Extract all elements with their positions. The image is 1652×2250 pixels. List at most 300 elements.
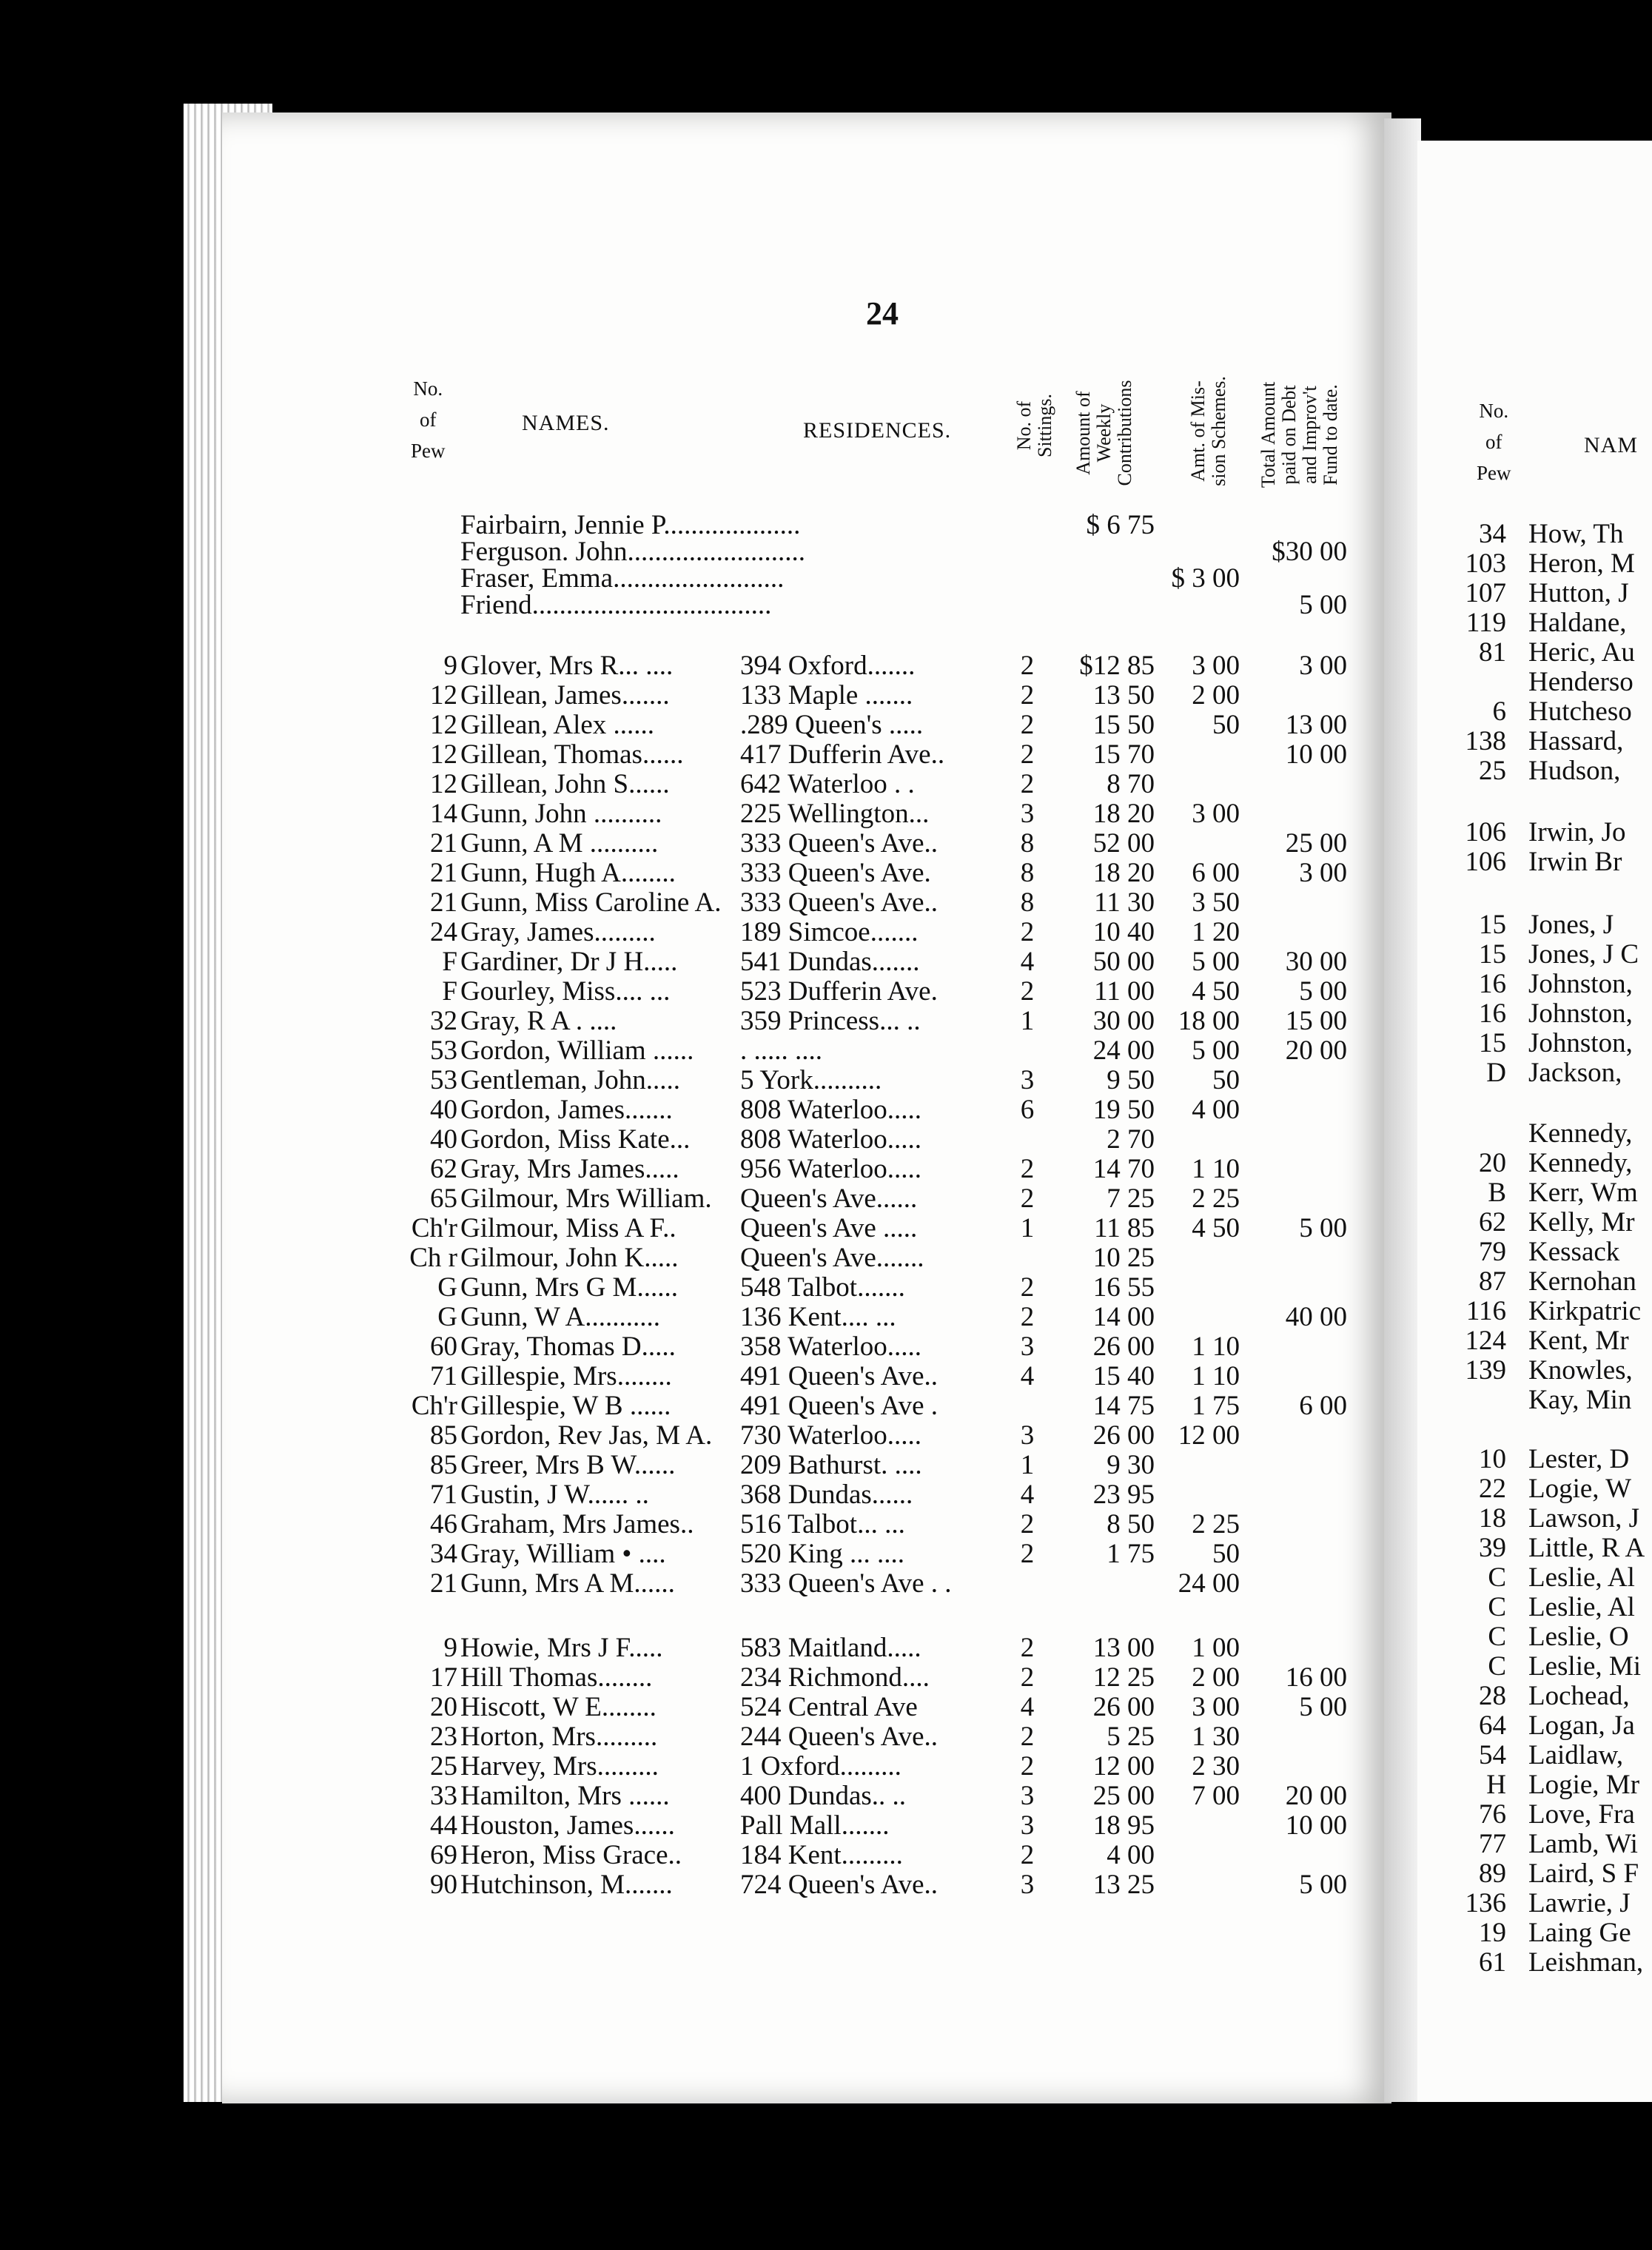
np-member-name: Irwin Br [1528,847,1622,877]
pew-number: 62 [430,1154,457,1184]
np-member-name: Love, Fra [1528,1799,1635,1830]
pew-number: 21 [430,858,457,888]
np-member-name: Johnston, [1528,1028,1633,1058]
member-name: Gray, R A . .... [460,1006,617,1036]
mission-amount: 1 10 [1192,1154,1240,1184]
member-name: Gray, James......... [460,917,656,947]
sittings: 4 [1020,1692,1035,1722]
pew-number: F [442,947,457,977]
mission-amount: 3 00 [1192,1692,1240,1722]
header-total-line: paid on Debt [1278,385,1300,485]
residence: 209 Bathurst. .... [740,1450,922,1480]
mission-amount: 2 25 [1192,1183,1240,1214]
header-pew-line: of [420,408,437,431]
total-amount: 40 00 [1285,1302,1347,1332]
mission-amount: 1 00 [1192,1633,1240,1663]
member-name: Harvey, Mrs......... [460,1751,659,1781]
mission-amount: 3 50 [1192,887,1240,918]
pew-number: 23 [430,1722,457,1752]
residence: 724 Queen's Ave.. [740,1870,938,1900]
np-member-name: Kessack [1528,1237,1620,1267]
sittings: 2 [1020,1539,1035,1569]
member-name: Gordon, Rev Jas, M A. [460,1420,713,1451]
residence: 5 York.......... [740,1065,882,1095]
mission-amount: 2 25 [1192,1509,1240,1539]
np-pew-number: 15 [1479,939,1506,970]
sittings: 3 [1020,799,1035,829]
residence: 333 Queen's Ave.. [740,828,938,859]
member-name: Gustin, J W...... .. [460,1480,649,1510]
member-name: Hutchinson, M....... [460,1870,673,1900]
mission-amount: 5 00 [1192,947,1240,977]
mission-amount: 1 75 [1192,1391,1240,1421]
np-member-name: Heron, M [1528,548,1635,579]
np-member-name: Laird, S F [1528,1858,1639,1889]
np-pew-number: 116 [1465,1296,1506,1326]
header-residences: RESIDENCES. [803,418,952,443]
weekly-amount: 5 25 [1107,1722,1155,1752]
residence: 491 Queen's Ave . [740,1391,938,1421]
total-amount: 13 00 [1285,710,1347,740]
pew-number: 12 [430,739,457,770]
weekly-amount: 12 00 [1092,1751,1155,1781]
pew-number: 69 [430,1840,457,1870]
pew-number: 40 [430,1124,457,1155]
np-header-line: Pew [1477,461,1511,484]
pew-number: 33 [430,1781,457,1811]
mission-amount: 4 50 [1192,976,1240,1007]
np-member-name: Knowles, [1528,1355,1633,1386]
member-name: Gillean, John S...... [460,769,670,799]
pew-number: 17 [430,1662,457,1693]
mission-amount: 50 [1212,710,1240,740]
weekly-amount: 14 75 [1092,1391,1155,1421]
header-sittings-line: No. of [1013,400,1035,451]
np-header-pew [1477,396,1511,489]
np-member-name: Kennedy, [1528,1148,1633,1178]
np-pew-number: 136 [1465,1888,1506,1918]
header-weekly-line: Amount of [1072,391,1094,475]
np-pew-number: H [1486,1770,1506,1800]
member-name: Fraser, Emma......................... [460,563,785,594]
mission-amount: 4 50 [1192,1213,1240,1243]
total-amount: 3 00 [1299,858,1347,888]
header-sittings [1014,359,1055,492]
header-weekly [1073,359,1135,507]
sittings: 3 [1020,1810,1035,1841]
sittings: 2 [1020,651,1035,681]
weekly-amount: 15 50 [1092,710,1155,740]
total-amount: 20 00 [1285,1781,1347,1811]
member-name: Gray, William • .... [460,1539,666,1569]
sittings: 1 [1020,1006,1035,1036]
member-name: Hill Thomas........ [460,1662,653,1693]
pew-number: 12 [430,680,457,711]
mission-amount: 3 00 [1192,651,1240,681]
residence: 225 Wellington... [740,799,930,829]
residence: Queen's Ave....... [740,1243,924,1273]
weekly-amount: 18 20 [1092,799,1155,829]
header-pew-line: No. [413,377,443,400]
weekly-amount: 15 40 [1092,1361,1155,1391]
total-amount: 5 00 [1299,1692,1347,1722]
residence: 524 Central Ave [740,1692,918,1722]
residence: 548 Talbot....... [740,1272,905,1303]
page-number: 24 [866,295,899,332]
total-amount: 5 00 [1299,1870,1347,1900]
np-pew-number: 124 [1465,1326,1506,1356]
member-name: Graham, Mrs James.. [460,1509,694,1539]
weekly-amount: 14 00 [1092,1302,1155,1332]
member-name: Hiscott, W E........ [460,1692,657,1722]
header-total-line: Total Amount [1258,381,1279,488]
pew-number: G [437,1302,457,1332]
pew-number: 85 [430,1420,457,1451]
np-pew-number: 15 [1479,910,1506,940]
residence: 642 Waterloo . . [740,769,915,799]
weekly-amount: 30 00 [1092,1006,1155,1036]
residence: 234 Richmond.... [740,1662,930,1693]
np-member-name: Hudson, [1528,756,1621,786]
residence: 520 King ... .... [740,1539,904,1569]
sittings: 1 [1020,1213,1035,1243]
sittings: 1 [1020,1450,1035,1480]
np-member-name: Logie, Mr [1528,1770,1640,1800]
pew-number: 85 [430,1450,457,1480]
pew-number: Ch'r [411,1213,457,1243]
member-name: Gillean, James....... [460,680,670,711]
pew-number: 14 [430,799,457,829]
residence: 136 Kent.... ... [740,1302,896,1332]
np-member-name: Lester, D [1528,1444,1630,1474]
weekly-amount: $ 6 75 [1086,510,1155,540]
mission-amount: 18 00 [1178,1006,1240,1036]
pew-number: 71 [430,1480,457,1510]
residence: 516 Talbot... ... [740,1509,905,1539]
weekly-amount: 11 30 [1094,887,1155,918]
weekly-amount: 18 20 [1092,858,1155,888]
np-header-line: No. [1479,400,1509,422]
total-amount: 5 00 [1299,590,1347,620]
np-pew-number: C [1488,1592,1506,1622]
np-member-name: Leslie, O [1528,1622,1629,1652]
sittings: 2 [1020,1509,1035,1539]
sittings: 2 [1020,1183,1035,1214]
np-pew-number: 64 [1479,1710,1506,1741]
np-pew-number: 16 [1479,969,1506,999]
np-member-name: Laidlaw, [1528,1740,1624,1770]
member-name: Gunn, Miss Caroline A. [460,887,722,918]
residence: 417 Dufferin Ave.. [740,739,945,770]
weekly-amount: 13 50 [1092,680,1155,711]
mission-amount: 3 00 [1192,799,1240,829]
np-member-name: Kay, Min [1528,1385,1632,1415]
np-member-name: Henderso [1528,667,1633,697]
sittings: 3 [1020,1781,1035,1811]
header-mission-line: sion Schemes. [1208,376,1229,486]
residence: 368 Dundas...... [740,1480,913,1510]
member-name: Gray, Mrs James..... [460,1154,679,1184]
np-member-name: Kent, Mr [1528,1326,1629,1356]
member-name: Hamilton, Mrs ...... [460,1781,670,1811]
sittings: 2 [1020,769,1035,799]
np-pew-number: 103 [1465,548,1506,579]
residence: 189 Simcoe....... [740,917,919,947]
pew-number: 53 [430,1035,457,1066]
np-member-name: Leishman, [1528,1947,1644,1978]
np-pew-number: 34 [1479,519,1506,549]
np-member-name: Logan, Ja [1528,1710,1635,1741]
residence: 133 Maple ....... [740,680,913,711]
mission-amount: 6 00 [1192,858,1240,888]
header-weekly-line: Contributions [1114,380,1135,486]
residence: 808 Waterloo..... [740,1095,922,1125]
pew-number: G [437,1272,457,1303]
header-names: NAMES. [522,411,610,435]
np-header-names: NAM [1584,433,1639,457]
sittings: 2 [1020,1633,1035,1663]
residence: 541 Dundas....... [740,947,920,977]
header-total [1258,359,1341,511]
sittings: 2 [1020,1272,1035,1303]
sittings: 4 [1020,1480,1035,1510]
np-member-name: Heric, Au [1528,637,1635,668]
residence: 184 Kent......... [740,1840,903,1870]
weekly-amount: 12 25 [1092,1662,1155,1693]
np-member-name: Leslie, Al [1528,1562,1635,1593]
np-member-name: Haldane, [1528,608,1627,638]
header-weekly-line: Weekly [1093,403,1115,463]
residence: 1 Oxford......... [740,1751,901,1781]
np-member-name: Kerr, Wm [1528,1178,1638,1208]
np-member-name: Hassard, [1528,726,1624,756]
np-pew-number: 18 [1479,1503,1506,1534]
weekly-amount: 26 00 [1092,1331,1155,1362]
pew-number: 71 [430,1361,457,1391]
np-pew-number: 20 [1479,1148,1506,1178]
residence: Queen's Ave...... [740,1183,918,1214]
weekly-amount: 15 70 [1092,739,1155,770]
member-name: Gourley, Miss.... ... [460,976,671,1007]
weekly-amount: 9 30 [1107,1450,1155,1480]
weekly-amount: 10 25 [1092,1243,1155,1273]
mission-amount: 1 10 [1192,1331,1240,1362]
weekly-amount: 11 85 [1094,1213,1155,1243]
np-pew-number: 79 [1479,1237,1506,1267]
member-name: Gilmour, John K..... [460,1243,679,1273]
mission-amount: 4 00 [1192,1095,1240,1125]
weekly-amount: 10 40 [1092,917,1155,947]
np-pew-number: 19 [1479,1918,1506,1948]
np-member-name: Logie, W [1528,1474,1632,1504]
member-name: Gillespie, W B ...... [460,1391,671,1421]
residence: 333 Queen's Ave. [740,858,931,888]
total-amount: $30 00 [1272,537,1347,567]
member-name: Gilmour, Mrs William. [460,1183,712,1214]
np-pew-number: 139 [1465,1355,1506,1386]
np-member-name: Kelly, Mr [1528,1207,1635,1238]
sittings: 2 [1020,680,1035,711]
pew-number: Ch'r [411,1391,457,1421]
pew-number: 60 [430,1331,457,1362]
np-member-name: Hutton, J [1528,578,1629,608]
mission-amount: 1 10 [1192,1361,1240,1391]
mission-amount: 5 00 [1192,1035,1240,1066]
member-name: Horton, Mrs......... [460,1722,658,1752]
weekly-amount: 9 50 [1107,1065,1155,1095]
mission-amount: 24 00 [1178,1568,1240,1599]
residence: 523 Dufferin Ave. [740,976,938,1007]
np-pew-number: 89 [1479,1858,1506,1889]
np-member-name: Irwin, Jo [1528,817,1626,847]
header-total-line: and Improv't [1299,386,1320,484]
weekly-amount: 19 50 [1092,1095,1155,1125]
pew-number: 12 [430,769,457,799]
residence: 358 Waterloo..... [740,1331,922,1362]
np-pew-number: 138 [1465,726,1506,756]
np-member-name: Jones, J C [1528,939,1639,970]
sittings: 6 [1020,1095,1035,1125]
np-pew-number: 106 [1465,847,1506,877]
np-pew-number: 106 [1465,817,1506,847]
np-member-name: Lawson, J [1528,1503,1640,1534]
np-pew-number: B [1488,1178,1506,1208]
sittings: 3 [1020,1331,1035,1362]
pew-number: 24 [430,917,457,947]
weekly-amount: 13 00 [1092,1633,1155,1663]
sittings: 2 [1020,917,1035,947]
np-pew-number: D [1486,1058,1506,1088]
pew-number: 25 [430,1751,457,1781]
total-amount: 16 00 [1285,1662,1347,1693]
pew-number: 40 [430,1095,457,1125]
weekly-amount: 23 95 [1092,1480,1155,1510]
np-pew-number: 61 [1479,1947,1506,1978]
pew-number: 9 [443,1633,457,1663]
mission-amount: 50 [1212,1539,1240,1569]
np-pew-number: 16 [1479,998,1506,1029]
np-header-line: of [1485,430,1502,453]
weekly-amount: 2 70 [1107,1124,1155,1155]
mission-amount: 2 00 [1192,680,1240,711]
np-pew-number: C [1488,1651,1506,1682]
np-pew-number: C [1488,1562,1506,1593]
member-name: Gunn, Mrs G M...... [460,1272,678,1303]
mission-amount: 7 00 [1192,1781,1240,1811]
sittings: 3 [1020,1870,1035,1900]
sittings: 2 [1020,1302,1035,1332]
member-name: Gardiner, Dr J H..... [460,947,678,977]
weekly-amount: 7 25 [1107,1183,1155,1214]
pew-number: 12 [430,710,457,740]
residence: Queen's Ave ..... [740,1213,918,1243]
sittings: 8 [1020,858,1035,888]
np-pew-number: C [1488,1622,1506,1652]
residence: 333 Queen's Ave . . [740,1568,952,1599]
member-name: Gentleman, John..... [460,1065,680,1095]
np-member-name: Leslie, Mi [1528,1651,1642,1682]
pew-number: 44 [430,1810,457,1841]
member-name: Glover, Mrs R... .... [460,651,674,681]
mission-amount: 1 20 [1192,917,1240,947]
pew-number: 20 [430,1692,457,1722]
np-pew-number: 22 [1479,1474,1506,1504]
pew-number: 21 [430,1568,457,1599]
sittings: 2 [1020,1154,1035,1184]
total-amount: 5 00 [1299,976,1347,1007]
pew-number: F [442,976,457,1007]
weekly-amount: 18 95 [1092,1810,1155,1841]
np-pew-number: 76 [1479,1799,1506,1830]
member-name: Ferguson. John.......................... [460,537,805,567]
header-sittings-line: Sittings. [1034,394,1055,457]
weekly-amount: 11 00 [1094,976,1155,1007]
total-amount: 10 00 [1285,1810,1347,1841]
header-mission-line: Amt. of Mis- [1187,380,1209,482]
pew-number: Ch r [409,1243,457,1273]
pew-number: 21 [430,828,457,859]
sittings: 4 [1020,947,1035,977]
mission-amount: 1 30 [1192,1722,1240,1752]
mission-amount: 12 00 [1178,1420,1240,1451]
total-amount: 20 00 [1285,1035,1347,1066]
total-amount: 10 00 [1285,739,1347,770]
np-member-name: How, Th [1528,519,1624,549]
sittings: 8 [1020,887,1035,918]
weekly-amount: 52 00 [1092,828,1155,859]
sittings: 2 [1020,976,1035,1007]
member-name: Gillean, Alex ...... [460,710,655,740]
member-name: Friend................................... [460,590,772,620]
residence: 583 Maitland..... [740,1633,921,1663]
np-member-name: Kirkpatric [1528,1296,1642,1326]
weekly-amount: 26 00 [1092,1420,1155,1451]
pew-number: 65 [430,1183,457,1214]
residence: 244 Queen's Ave.. [740,1722,938,1752]
header-total-line: Fund to date. [1320,384,1341,486]
residence: 491 Queen's Ave.. [740,1361,938,1391]
weekly-amount: 8 70 [1107,769,1155,799]
member-name: Greer, Mrs B W...... [460,1450,676,1480]
pew-number: 34 [430,1539,457,1569]
total-amount: 3 00 [1299,651,1347,681]
pew-number: 32 [430,1006,457,1036]
pew-number: 21 [430,887,457,918]
mission-amount: $ 3 00 [1171,563,1240,594]
residence: 394 Oxford....... [740,651,916,681]
weekly-amount: 4 00 [1107,1840,1155,1870]
np-member-name: Lochead, [1528,1681,1630,1711]
residence: . ..... .... [740,1035,822,1066]
sittings: 8 [1020,828,1035,859]
sittings: 2 [1020,1840,1035,1870]
sittings: 3 [1020,1065,1035,1095]
weekly-amount: 1 75 [1107,1539,1155,1569]
np-pew-number: 6 [1492,696,1506,727]
weekly-amount: $12 85 [1079,651,1155,681]
weekly-amount: 16 55 [1092,1272,1155,1303]
member-name: Gilmour, Miss A F.. [460,1213,676,1243]
np-member-name: Johnston, [1528,969,1633,999]
np-member-name: Kennedy, [1528,1118,1633,1149]
member-name: Gillespie, Mrs........ [460,1361,672,1391]
mission-amount: 2 30 [1192,1751,1240,1781]
np-member-name: Hutcheso [1528,696,1632,727]
mission-amount: 50 [1212,1065,1240,1095]
np-pew-number: 25 [1479,756,1506,786]
np-pew-number: 28 [1479,1681,1506,1711]
sittings: 2 [1020,1722,1035,1752]
